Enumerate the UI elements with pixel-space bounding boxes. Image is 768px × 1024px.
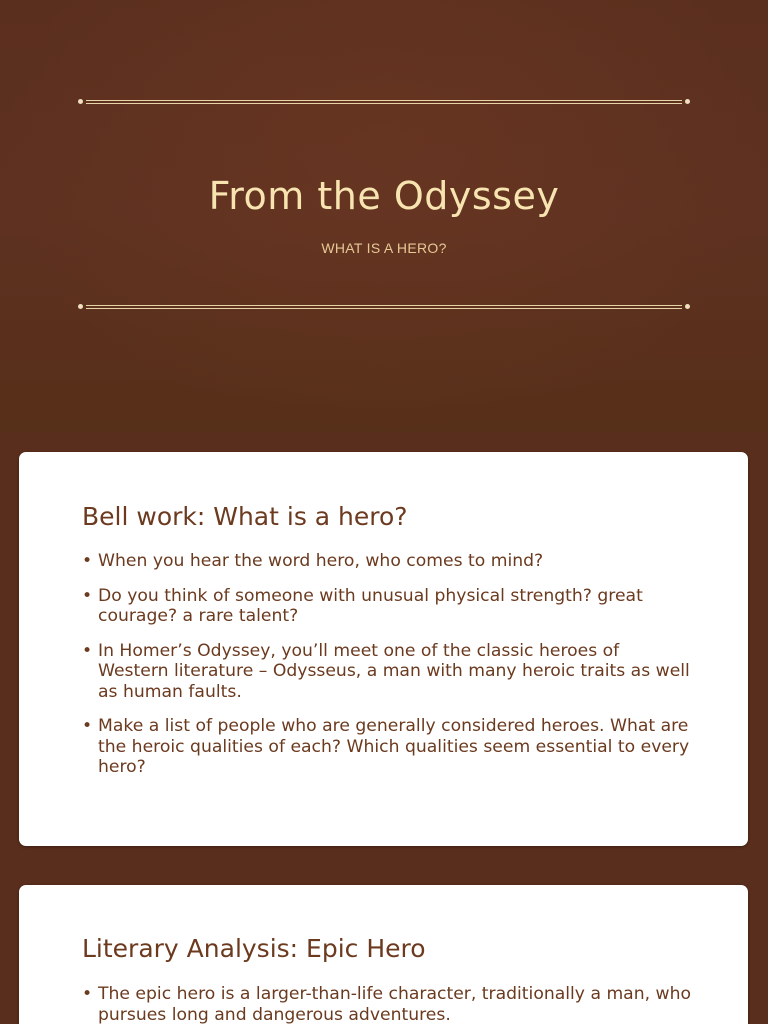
- bullet-icon: •: [82, 716, 93, 736]
- bullet-item: • Do you think of someone with unusual physical strength? great courage? a rare talent?: [82, 585, 643, 626]
- bullet-item: • Make a list of people who are generally considered heroes. What are the heroic qualities of each? Which qualities seem essential to every hero?: [82, 716, 690, 777]
- divider-dot-icon: [78, 304, 83, 309]
- slide-title: From the Odyssey: [208, 174, 560, 218]
- bottom-divider: [78, 303, 690, 311]
- divider-dot-icon: [78, 99, 83, 104]
- bullet-item: • When you hear the word hero, who comes to mind?: [82, 551, 544, 571]
- divider-dot-icon: [685, 99, 690, 104]
- slide-subtitle: WHAT IS A HERO?: [321, 240, 447, 256]
- divider-dot-icon: [685, 304, 690, 309]
- slide-card-bell-work[interactable]: [19, 452, 748, 846]
- slide-card-epic-hero[interactable]: [19, 885, 748, 1024]
- card-title: Bell work: What is a hero?: [82, 502, 408, 531]
- bullet-icon: •: [82, 585, 93, 606]
- bullet-icon: •: [82, 984, 93, 1004]
- bullet-icon: •: [82, 551, 93, 571]
- bullet-list: [82, 984, 692, 1024]
- title-slide: [0, 0, 768, 432]
- card-title: Literary Analysis: Epic Hero: [82, 934, 426, 963]
- bullet-list: [82, 551, 692, 792]
- top-divider: [78, 98, 690, 106]
- bullet-item: • The epic hero is a larger-than-life character, traditionally a man, who pursues long and dangerous adventures.: [82, 984, 692, 1024]
- bullet-icon: •: [82, 640, 93, 661]
- bullet-item: • In Homer’s Odyssey, you’ll meet one of the classic heroes of Western literature – Odysseus, a man with many heroic traits as well as human faults.: [82, 640, 690, 702]
